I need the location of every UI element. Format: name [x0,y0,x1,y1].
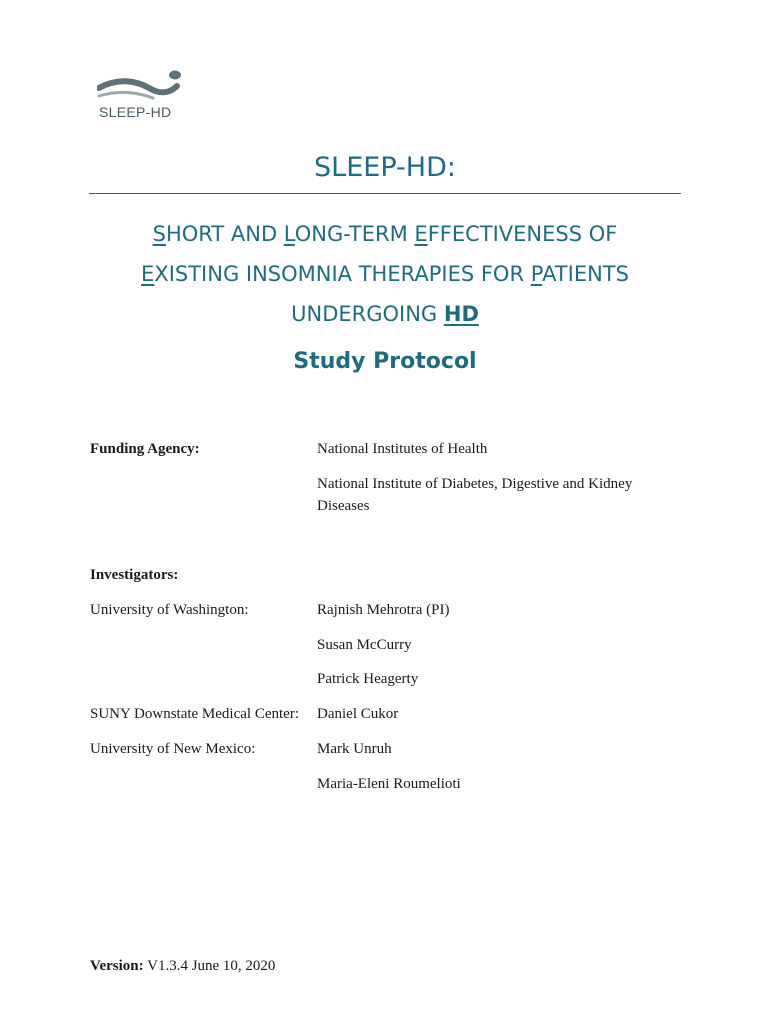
investigator-name: Patrick Heagerty [317,671,419,687]
institution-uw: University of Washington: [90,602,249,618]
study-subtitle [60,214,710,334]
version-line [90,955,275,977]
funding-agency-nih: National Institutes of Health [317,441,488,457]
version-label: Version: [90,958,144,974]
study-protocol-heading: Study Protocol [293,349,477,374]
title-divider [89,193,681,194]
initial-s: S [152,222,166,246]
initial-l: L [283,222,295,246]
funding-agency-niddk-line1: National Institute of Diabetes, Digestive and Kidney [317,476,633,492]
initial-e: E [414,222,428,246]
subtitle-word: FFECTIVENESS OF [427,222,618,246]
wave-icon [97,70,189,104]
initial-hd: HD [443,302,479,326]
subtitle-line-1 [60,214,710,254]
initial-e2: E [141,262,155,286]
investigator-name: Daniel Cukor [317,706,399,722]
initial-p: P [530,262,543,286]
subtitle-line-3 [60,294,710,334]
investigators-heading: Investigators: [90,567,179,583]
subtitle-word: HORT AND [165,222,284,246]
subtitle-word: ONG-TERM [294,222,415,246]
investigator-name: Mark Unruh [317,741,392,757]
funding-label: Funding Agency: [90,441,200,457]
investigator-name: Susan McCurry [317,637,412,653]
logo-text: SLEEP-HD [99,104,172,120]
version-value: V1.3.4 June 10, 2020 [147,958,276,974]
institution-suny: SUNY Downstate Medical Center: [90,706,299,722]
subtitle-word: ATIENTS [542,262,629,286]
subtitle-word: XISTING INSOMNIA THERAPIES FOR [154,262,531,286]
investigator-name: Rajnish Mehrotra (PI) [317,602,450,618]
institution-unm: University of New Mexico: [90,741,256,757]
funding-agency-niddk-line2: Diseases [317,498,370,514]
subtitle-word: UNDERGOING [291,302,444,326]
subtitle-line-2 [60,254,710,294]
document-title: SLEEP-HD: [314,152,456,183]
investigator-name: Maria-Eleni Roumelioti [317,776,461,792]
sleep-hd-logo [97,70,189,124]
